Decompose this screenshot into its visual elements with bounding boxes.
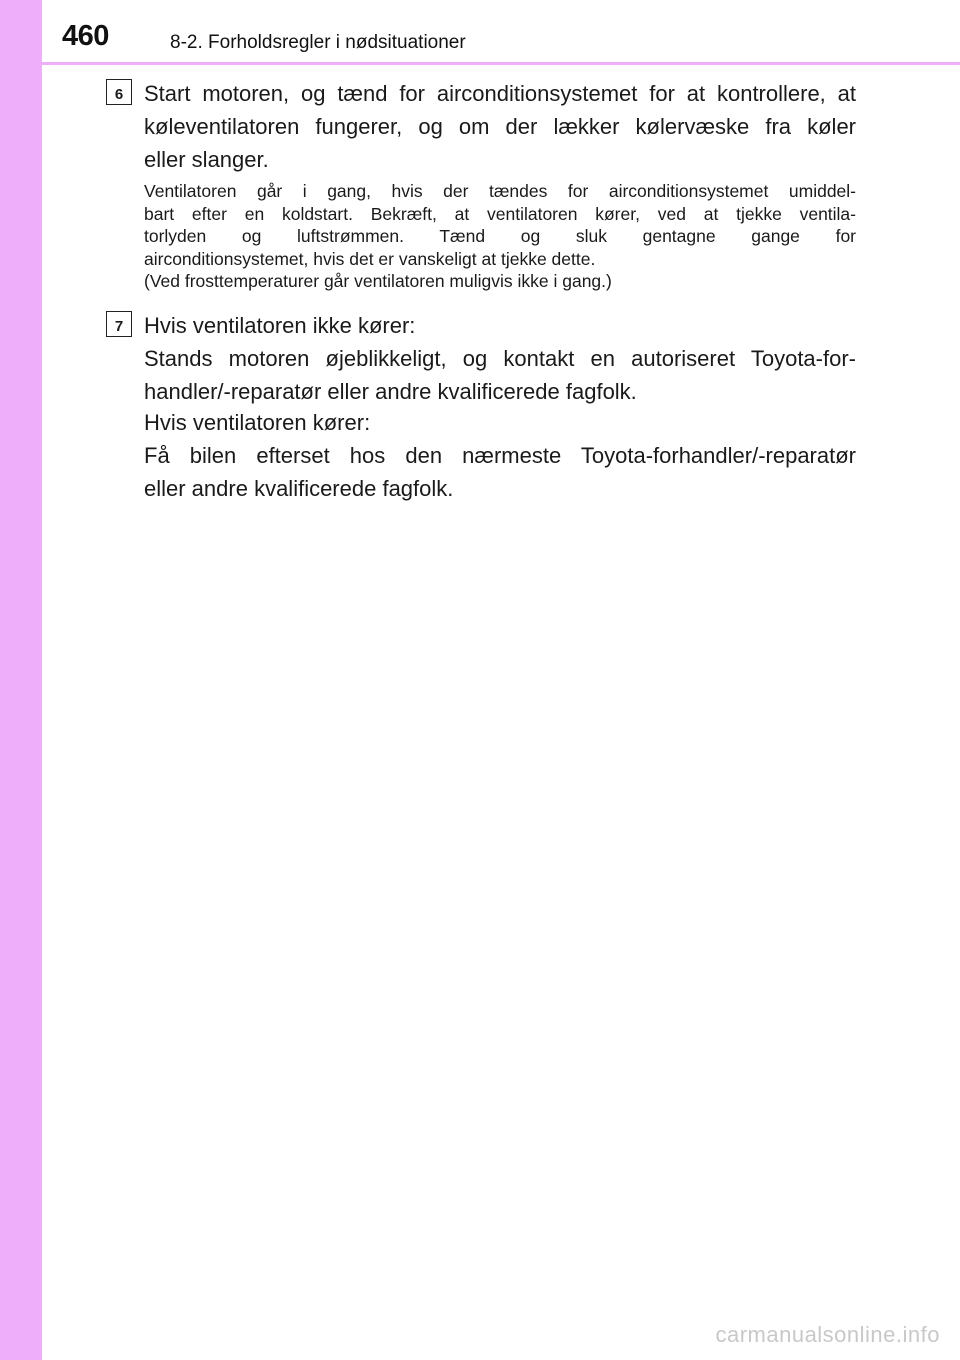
step-6-line-1: Start motoren, og tænd for airconditionsystemet for at kontrollere, at [144, 81, 856, 106]
note-line-3: torlyden og luftstrømmen. Tænd og sluk gentagne gange for [144, 226, 856, 246]
step-7a-line-1: Hvis ventilatoren ikke kører: [144, 313, 416, 338]
step-number-7: 7 [106, 311, 132, 337]
header-divider [42, 62, 960, 65]
note-line-5: (Ved frosttemperaturer går ventilatoren muligvis ikke i gang.) [144, 271, 612, 291]
section-title: 8-2. Forholdsregler i nødsituationer [170, 32, 466, 53]
note-line-2: bart efter en koldstart. Bekræft, at ventilatoren kører, ved at tjekke ventila- [144, 203, 856, 224]
step-7-case-not-running [144, 309, 856, 408]
step-7b-line-1: Hvis ventilatoren kører: [144, 410, 371, 435]
step-7a-line-3: handler/-reparatør eller andre kvalificerede fagfolk. [144, 379, 637, 404]
step-7b-line-3: eller andre kvalificerede fagfolk. [144, 476, 454, 501]
step-6-instruction [144, 77, 856, 176]
side-color-strip [0, 0, 42, 1360]
note-line-1: Ventilatoren går i gang, hvis der tændes for airconditionsystemet umiddel- [144, 181, 856, 201]
step-7-case-running [144, 406, 856, 505]
step-6-note [144, 180, 856, 293]
page-number: 460 [62, 20, 109, 52]
step-7a-line-2: Stands motoren øjeblikkeligt, og kontakt en autoriseret Toyota-for- [144, 346, 856, 371]
step-number-6: 6 [106, 79, 132, 105]
note-line-4: airconditionsystemet, hvis det er vanskeligt at tjekke dette. [144, 248, 596, 269]
step-6-line-2: køleventilatoren fungerer, og om der lækker kølervæske fra køler [144, 114, 856, 139]
watermark: carmanualsonline.info [715, 1322, 940, 1347]
step-6-line-3: eller slanger. [144, 147, 269, 172]
step-7b-line-2: Få bilen efterset hos den nærmeste Toyota-forhandler/-reparatør [144, 443, 856, 468]
